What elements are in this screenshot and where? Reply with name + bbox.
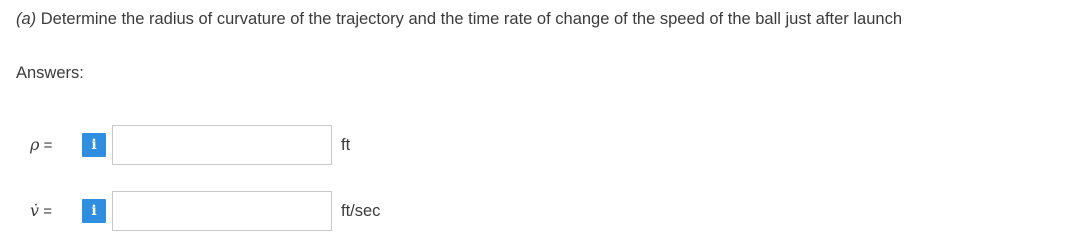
answers-heading: Answers: — [16, 64, 84, 82]
question-part-label: (a) — [16, 10, 37, 28]
question-body: Determine the radius of curvature of the trajectory and the time rate of change of the speed of the ball just after launch — [36, 10, 903, 28]
info-icon[interactable]: i — [82, 199, 106, 223]
answer-row-radius — [0, 125, 500, 165]
answer-row-speed-rate — [0, 191, 500, 231]
radius-variable-label — [30, 134, 52, 157]
vdot-symbol: v̇ — [30, 201, 40, 220]
equals-sign: = — [39, 203, 52, 220]
equals-sign: = — [39, 137, 53, 154]
rho-symbol: ρ — [30, 135, 40, 154]
speed-rate-unit-label: ft/sec — [341, 202, 381, 220]
radius-unit-label: ft — [341, 136, 351, 154]
radius-answer-input[interactable] — [112, 125, 332, 165]
info-icon[interactable]: i — [82, 133, 106, 157]
speed-rate-variable-label — [30, 200, 52, 223]
question-text — [16, 8, 902, 30]
speed-rate-answer-input[interactable] — [112, 191, 332, 231]
